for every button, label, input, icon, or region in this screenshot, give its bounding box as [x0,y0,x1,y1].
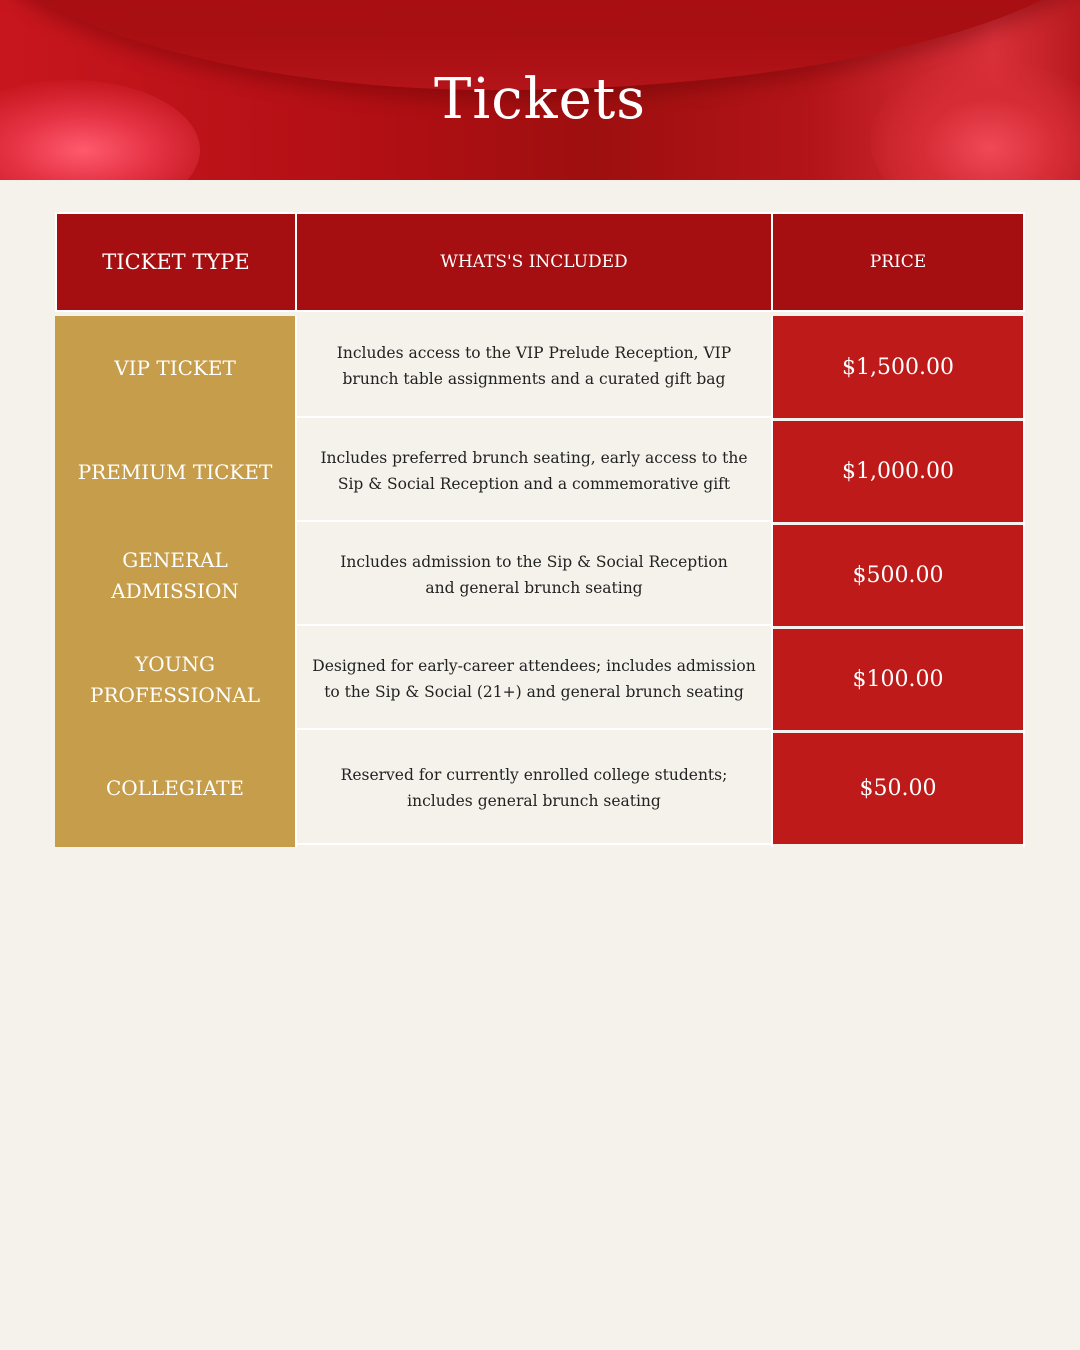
ticket-type-collegiate: COLLEGIATE [105,775,245,800]
ticket-type-young-professional: YOUNG PROFESSIONAL [90,652,260,707]
price-premium: $1,000.00 [773,421,1023,522]
ticket-type-vip: VIP TICKET [114,355,236,380]
ticket-type-premium: PREMIUM TICKET [77,459,273,484]
column-divider [771,316,773,847]
included-general-admission: Includes admission to the Sip & Social Reception and general brunch seating [297,525,771,626]
column-divider [295,316,297,847]
column-header-whats-included: WHATS'S INCLUDED [295,212,773,312]
included-premium: Includes preferred brunch seating, early access to the Sip & Social Reception and a commemorative gift [297,421,771,522]
ticket-type-general-admission: GENERAL ADMISSION [111,548,239,603]
included-young-professional: Designed for early-career attendees; includes admission to the Sip & Social (21+) and general brunch seating [297,629,771,730]
price-general-admission: $500.00 [773,525,1023,626]
column-divider [1023,316,1025,847]
included-collegiate: Reserved for currently enrolled college students; includes general brunch seating [297,733,771,845]
price-young-professional: $100.00 [773,629,1023,730]
column-header-ticket-type: TICKET TYPE [55,212,297,312]
price-vip: $1,500.00 [773,316,1023,418]
page-title: Tickets [434,67,646,132]
included-vip: Includes access to the VIP Prelude Reception, VIP brunch table assignments and a curated gift bag [297,316,771,418]
header-banner [0,0,1080,180]
price-collegiate: $50.00 [773,733,1023,844]
column-header-price: PRICE [771,212,1025,312]
